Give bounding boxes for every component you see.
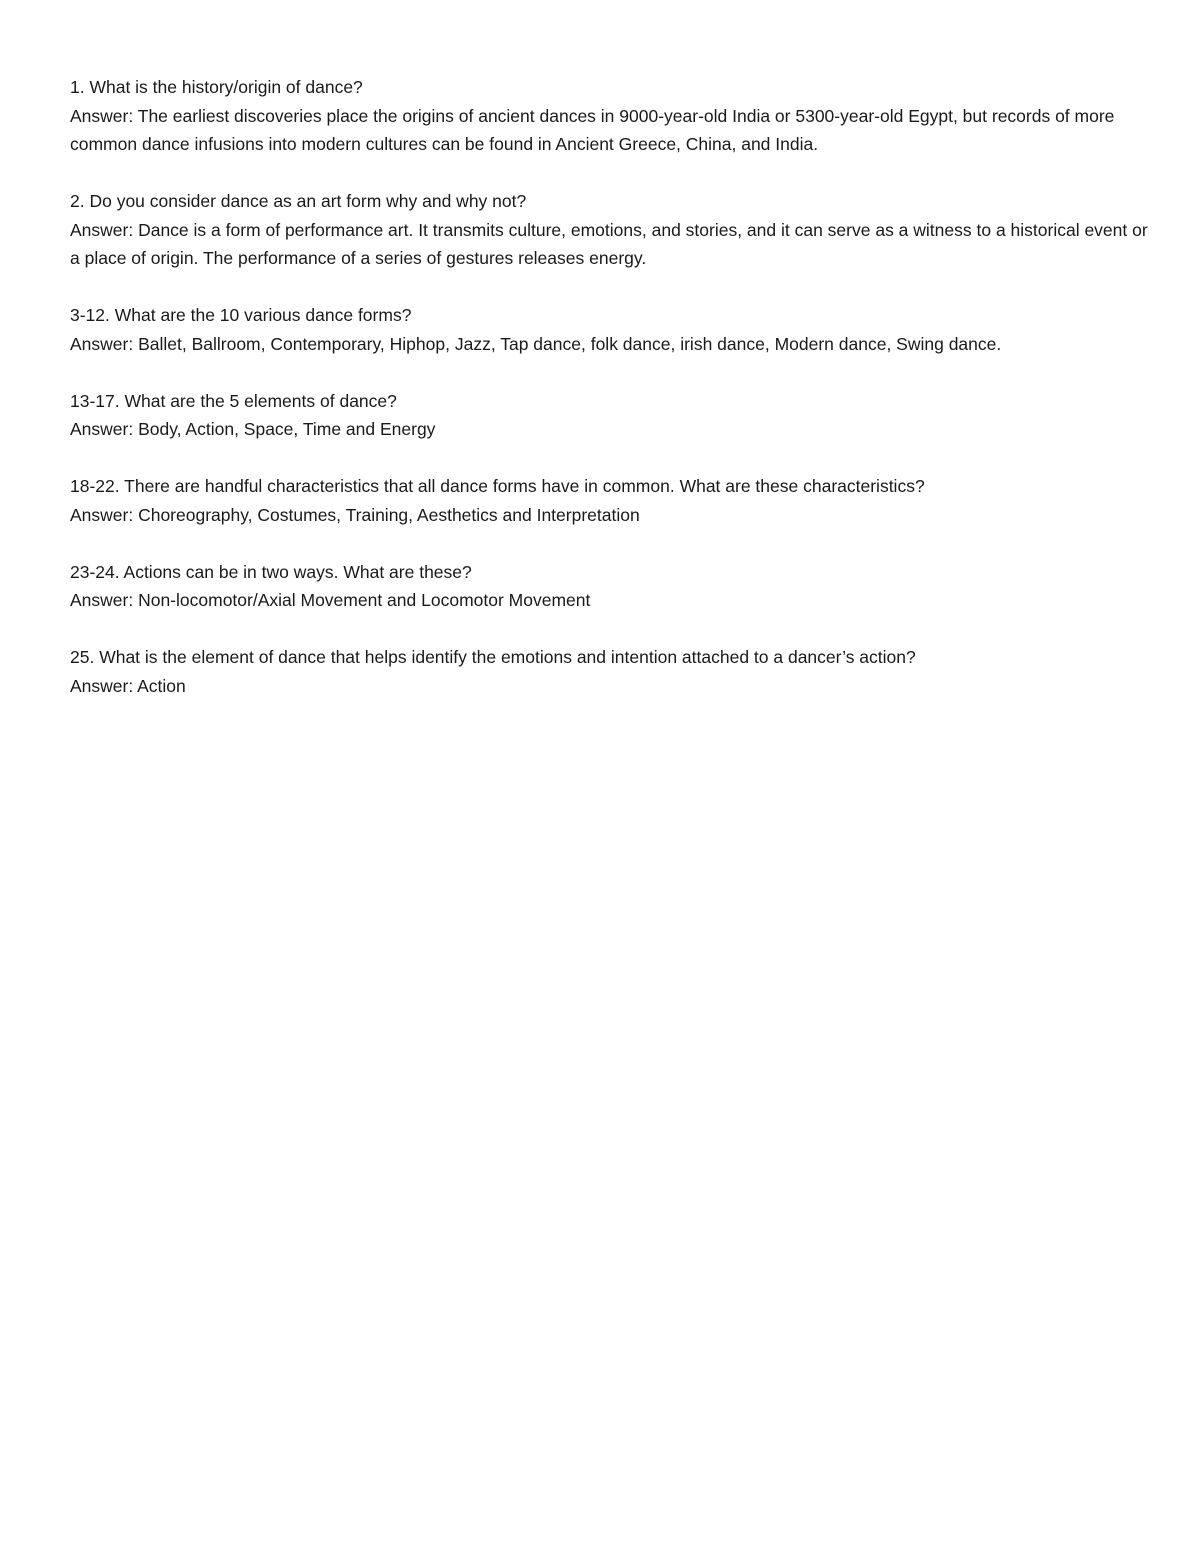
answer-text: Answer: The earliest discoveries place the origins of ancient dances in 9000-year-old India or 5300-year-old Egypt, but records of more common dance infusions into modern cultures can be found in Ancient Greece, China, and India. — [70, 105, 1115, 154]
question-text: 23-24. Actions can be in two ways. What are these? — [70, 561, 472, 582]
qa-item-2 — [70, 187, 1150, 273]
question-text: 25. What is the element of dance that helps identify the emotions and intention attached to a dancer’s action? — [70, 647, 916, 667]
answer-text: Answer: Non-locomotor/Axial Movement and Locomotor Movement — [70, 590, 591, 610]
answer-text: Answer: Dance is a form of performance art. It transmits culture, emotions, and stories, and it can serve as a witness to a historical event or a place of origin. The performance of a series of gestures releases energy. — [70, 219, 1148, 268]
qa-item-3 — [70, 301, 1150, 358]
answer-text: Answer: Choreography, Costumes, Training, Aesthetics and Interpretation — [70, 504, 640, 525]
qa-item-5 — [70, 472, 1150, 529]
qa-item-6 — [70, 558, 1150, 615]
answer-text: Answer: Ballet, Ballroom, Contemporary, Hiphop, Jazz, Tap dance, folk dance, irish dance, Modern dance, Swing dance. — [70, 333, 1002, 354]
question-text: 2. Do you consider dance as an art form why and why not? — [70, 191, 527, 211]
qa-item-1 — [70, 73, 1150, 159]
answer-text: Answer: Body, Action, Space, Time and Energy — [70, 419, 436, 439]
question-text: 18-22. There are handful characteristics that all dance forms have in common. What are these characteristics? — [70, 476, 925, 496]
answer-text: Answer: Action — [70, 675, 186, 696]
document-body — [70, 73, 1150, 729]
question-text: 3-12. What are the 10 various dance forms? — [70, 305, 412, 325]
qa-item-7 — [70, 643, 1150, 700]
qa-item-4 — [70, 387, 1150, 444]
question-text: 13-17. What are the 5 elements of dance? — [70, 390, 397, 411]
question-text: 1. What is the history/origin of dance? — [70, 77, 363, 97]
